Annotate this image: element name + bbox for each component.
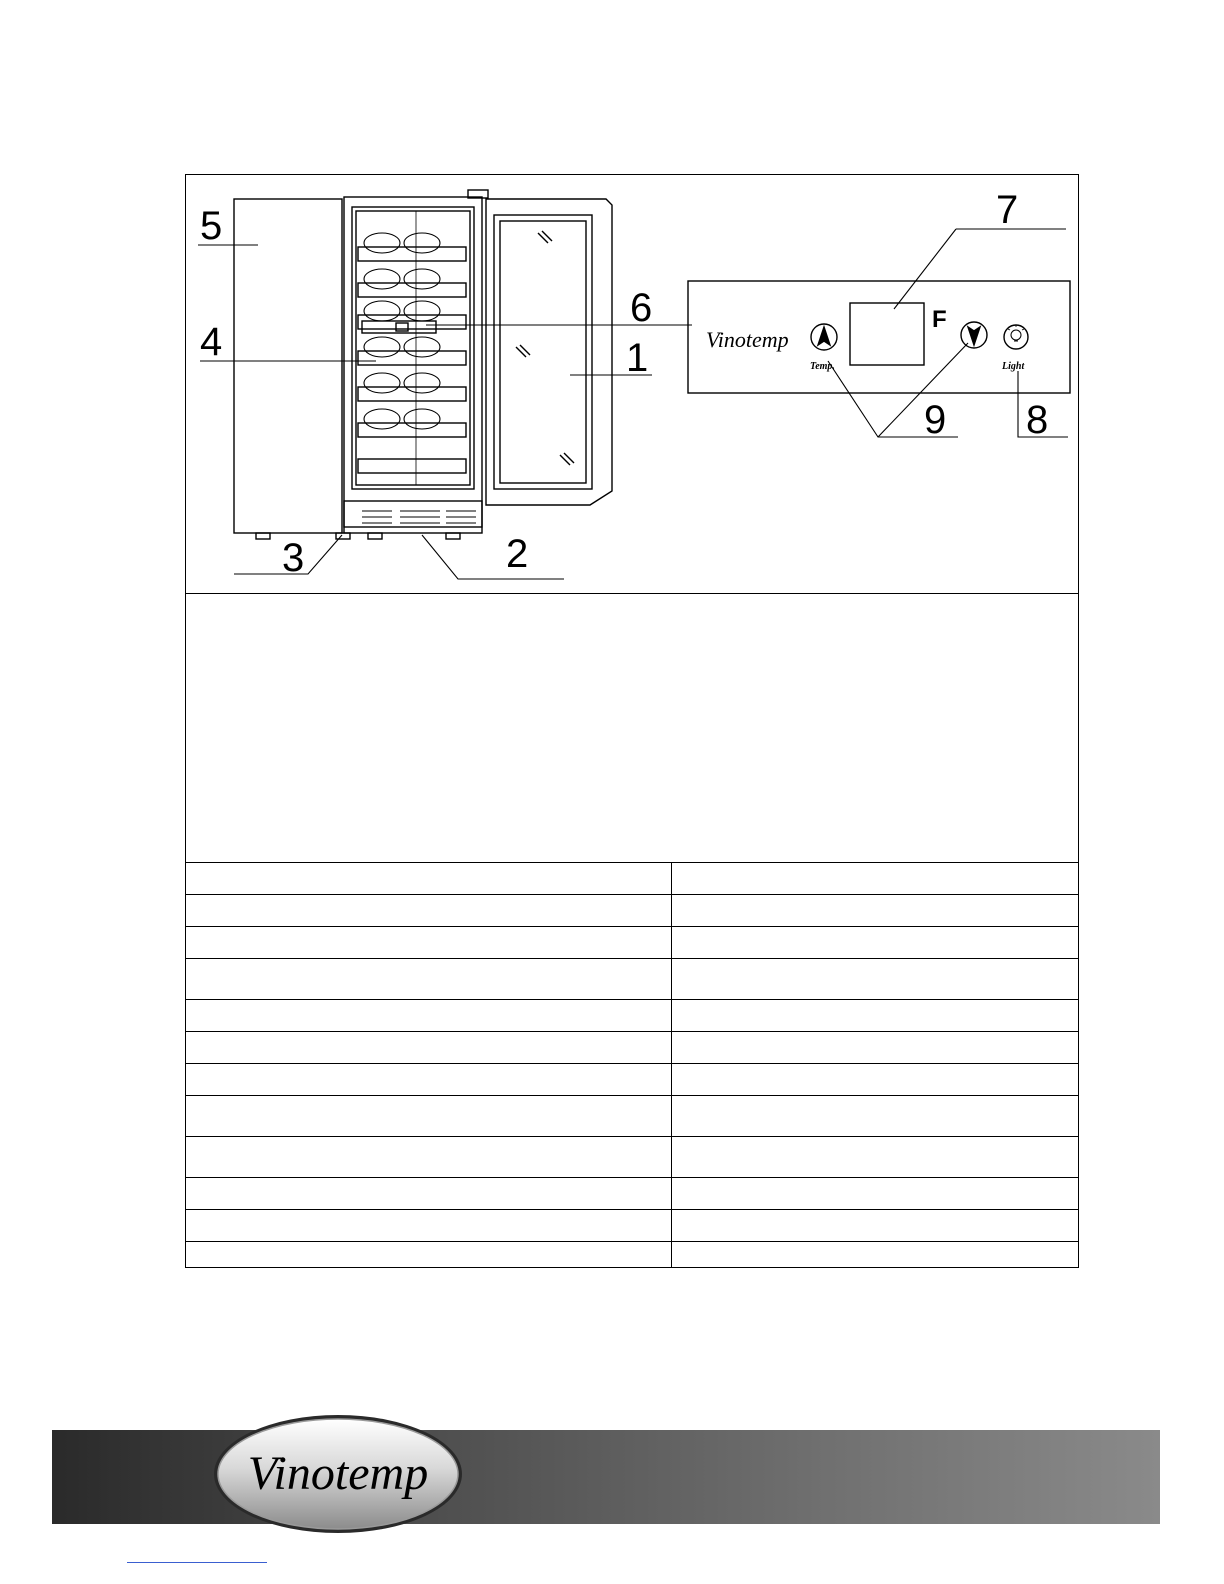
callout-1: 1 [626,336,649,380]
footer-link-underline[interactable] [127,1552,267,1563]
temp-button-label: Temp. [810,361,835,372]
glass-door [486,199,612,505]
table-row [186,1137,1078,1178]
table-cell [672,863,1079,895]
table-cell [672,1178,1079,1210]
table-cell [186,895,672,927]
table-cell [186,927,672,959]
table-row [186,1032,1078,1064]
table-row [186,959,1078,1000]
temperature-display [850,303,924,365]
callout-3: 3 [282,536,305,580]
table-row [186,1096,1078,1137]
table-cell [672,1096,1079,1137]
wine-shelves [358,247,466,473]
table-cell [186,1064,672,1096]
table-row [186,863,1078,895]
table-cell [186,959,672,1000]
table-row [186,1064,1078,1096]
table-cell [672,1032,1079,1064]
table-row [186,895,1078,927]
diagram-drawing [186,175,1078,593]
callout-9: 9 [924,398,947,442]
table-cell [672,1137,1079,1178]
table-cell [672,959,1079,1000]
table-cell [672,1064,1079,1096]
table-row [186,1000,1078,1032]
table-cell [672,1242,1079,1268]
description-area [186,594,1078,862]
callout-6: 6 [630,286,653,330]
table-cell [672,927,1079,959]
callout-4: 4 [200,320,223,364]
table-cell [186,1137,672,1178]
wine-cooler-diagram [186,175,1078,594]
table-row [186,1242,1078,1268]
light-button-label: Light [1002,361,1025,372]
table-cell [186,1210,672,1242]
specifications-table [186,862,1078,1268]
light-button [1004,325,1028,349]
vinotemp-logo [212,1413,464,1535]
cabinet-side-panel [234,199,342,533]
panel-brand: Vinotemp [706,327,789,352]
table-cell [672,1000,1079,1032]
table-cell [186,863,672,895]
table-row [186,1178,1078,1210]
callout-2: 2 [506,532,529,576]
callout-8: 8 [1026,398,1049,442]
table-cell [186,1178,672,1210]
callout-7: 7 [996,188,1019,232]
table-cell [186,1242,672,1268]
temperature-unit: F [932,306,947,333]
table-cell [186,1096,672,1137]
logo-text: Vinotemp [247,1447,429,1500]
table-row [186,1210,1078,1242]
document-frame [185,174,1079,1268]
table-cell [672,1210,1079,1242]
table-cell [672,895,1079,927]
table-row [186,927,1078,959]
table-cell [186,1000,672,1032]
table-cell [186,1032,672,1064]
callout-5: 5 [200,204,223,248]
